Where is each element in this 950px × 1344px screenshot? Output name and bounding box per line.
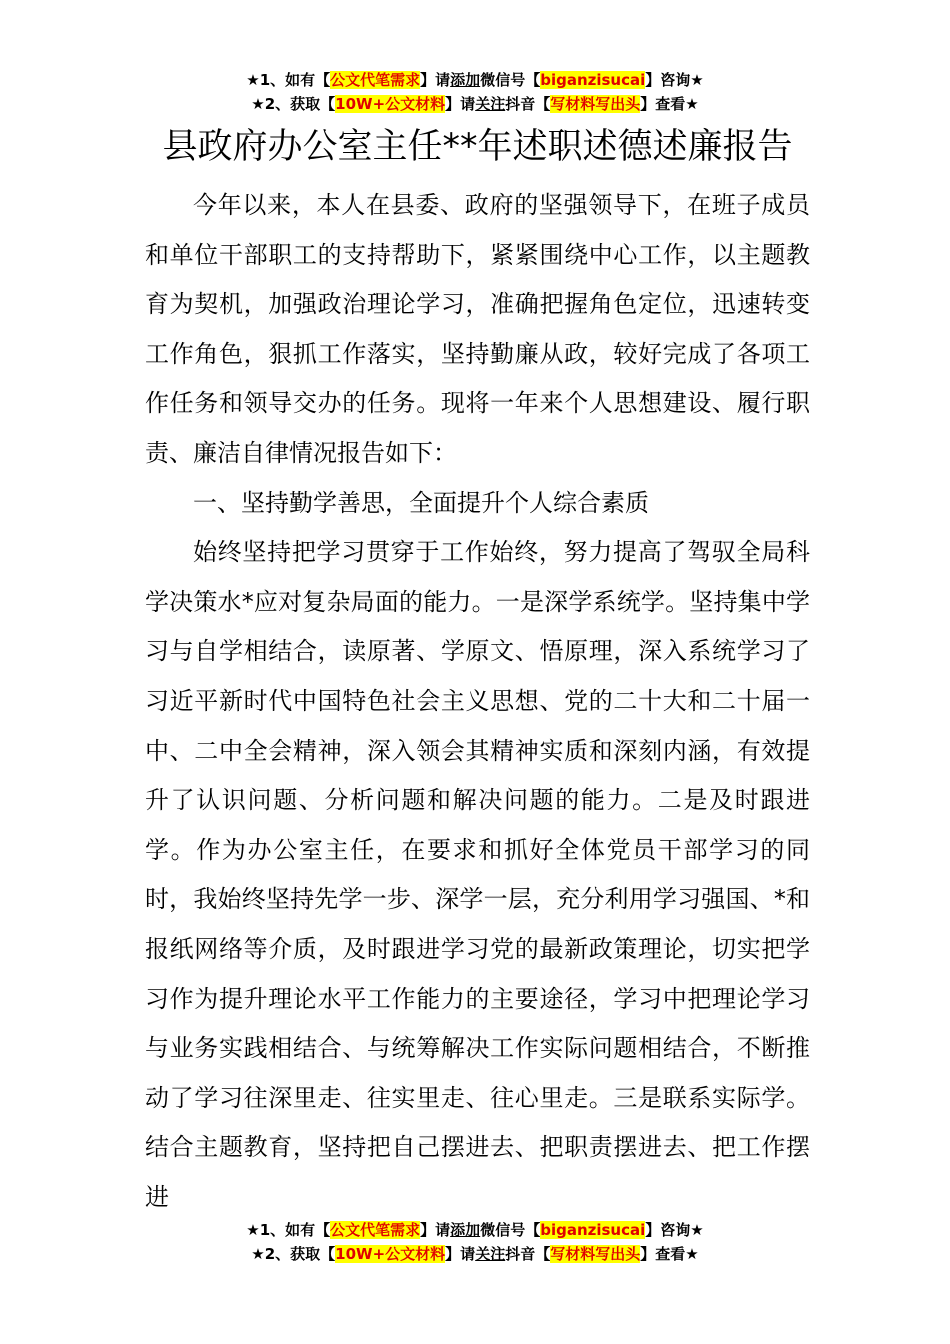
promo-text: 2、获取【 [264, 95, 336, 113]
promo-emphasis: 关注 [475, 95, 506, 113]
douyin-id: 写材料写出头 [550, 95, 641, 113]
douyin-id: 写材料写出头 [550, 1245, 641, 1263]
promo-highlight: 公文代笔需求 [330, 71, 421, 89]
promo-banner-top [0, 68, 950, 116]
promo-text: 抖音【 [505, 1245, 551, 1263]
promo-emphasis: 添加 [450, 1221, 481, 1239]
promo-line-2 [0, 1242, 950, 1266]
body-paragraph: 始终坚持把学习贯穿于工作始终，努力提高了驾驭全局科学决策水*应对复杂局面的能力。一是深学系统学。坚持集中学习与自学相结合，读原著、学原文、悟原理，深入系统学习了习近平新时代中国特色社会主义思想、党的二十大和二十届一中、二中全会精神，深入领会其精神实质和深刻内涵，有效提升了认识问题、分析问题和解决问题的能力。二是及时跟进学。作为办公室主任，在要求和抓好全体党员干部学习的同时，我始终坚持先学一步、深学一层，充分利用学习强国、*和报纸网络等介质，及时跟进学习党的最新政策理论，切实把学习作为提升理论水平工作能力的主要途径，学习中把理论学习与业务实践相结合、与统筹解决工作实际问题相结合，不断推动了学习往深里走、往实里走、往心里走。三是联系实际学。结合主题教育，坚持把自己摆进去、把职责摆进去、把工作摆进 [145, 538, 810, 1211]
star-icon: ★ [246, 1221, 260, 1239]
promo-emphasis: 添加 [450, 71, 481, 89]
wechat-id: biganzisucai [540, 1221, 646, 1239]
promo-text: 2、获取【 [264, 1245, 336, 1263]
star-icon: ★ [690, 71, 704, 89]
promo-line-1 [0, 68, 950, 92]
star-icon: ★ [685, 95, 699, 113]
promo-text: 】查看 [640, 1245, 686, 1263]
promo-text: 】请 [445, 1245, 476, 1263]
star-icon: ★ [251, 95, 265, 113]
star-icon: ★ [251, 1245, 265, 1263]
promo-line-1 [0, 1218, 950, 1242]
promo-text: 】请 [445, 95, 476, 113]
wechat-id: biganzisucai [540, 71, 646, 89]
promo-text: 微信号【 [480, 1221, 541, 1239]
star-icon: ★ [690, 1221, 704, 1239]
promo-text: 1、如有【 [259, 1221, 331, 1239]
section-heading: 一、坚持勤学善思，全面提升个人综合素质 [193, 488, 649, 517]
promo-text: 1、如有【 [259, 71, 331, 89]
promo-highlight: 10W+公文材料 [335, 1245, 446, 1263]
star-icon: ★ [685, 1245, 699, 1263]
promo-line-2 [0, 92, 950, 116]
promo-text: 】请 [420, 1221, 451, 1239]
intro-paragraph: 今年以来，本人在县委、政府的坚强领导下，在班子成员和单位干部职工的支持帮助下，紧紧围绕中心工作，以主题教育为契机，加强政治理论学习，准确把握角色定位，迅速转变工作角色，狠抓工作落实，坚持勤廉从政，较好完成了各项工作任务和领导交办的任务。现将一年来个人思想建设、履行职责、廉洁自律情况报告如下： [145, 191, 810, 467]
promo-text: 微信号【 [480, 71, 541, 89]
promo-text: 】咨询 [645, 71, 691, 89]
promo-highlight: 10W+公文材料 [335, 95, 446, 113]
promo-banner-bottom [0, 1218, 950, 1266]
promo-text: 抖音【 [505, 95, 551, 113]
promo-text: 】查看 [640, 95, 686, 113]
promo-highlight: 公文代笔需求 [330, 1221, 421, 1239]
promo-emphasis: 关注 [475, 1245, 506, 1263]
star-icon: ★ [246, 71, 260, 89]
document-title: 县政府办公室主任**年述职述德述廉报告 [162, 127, 793, 167]
document-body [145, 121, 810, 1222]
promo-text: 】请 [420, 71, 451, 89]
promo-text: 】咨询 [645, 1221, 691, 1239]
